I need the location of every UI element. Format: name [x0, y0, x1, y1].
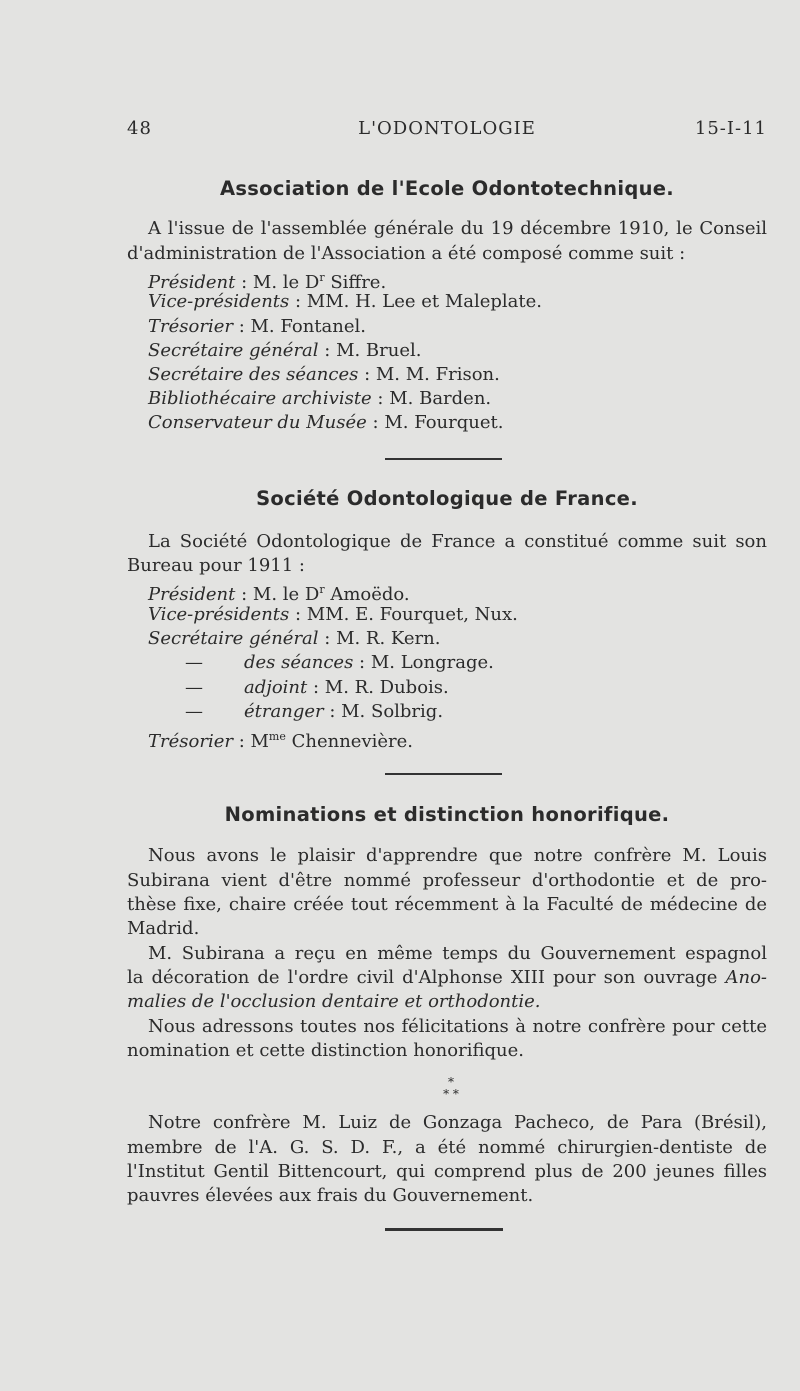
ditto-dash: —	[185, 701, 203, 722]
member-name: MM. H. Lee et Maleplate.	[306, 291, 543, 312]
member-line	[148, 726, 413, 753]
role-label: Président	[148, 272, 236, 293]
journal-title: L'ODONTOLOGIE	[358, 118, 536, 139]
end-divider	[385, 1228, 503, 1231]
section-divider	[385, 458, 502, 460]
member-line	[185, 677, 203, 699]
paragraph-line: l'Institut Gentil Bittencourt, qui comprend plus de 200 jeunes filles	[127, 1161, 767, 1182]
paragraph-line: Nous avons le plaisir d'apprendre que notre confrère M. Louis	[148, 845, 767, 866]
member-name: M. le D	[252, 272, 320, 293]
role-label: Secrétaire des séances	[148, 364, 359, 385]
member-line	[148, 579, 410, 606]
member-name: M. Bruel.	[336, 340, 422, 361]
role-label: Vice-présidents	[148, 291, 290, 312]
paragraph-line: A l'issue de l'assemblée générale du 19 décembre 1910, le Conseil	[148, 218, 767, 239]
member-name: Siffre.	[324, 272, 387, 293]
paragraph-line: La Société Odontologique de France a constitué comme suit son	[148, 531, 767, 552]
member-line	[185, 701, 203, 723]
paragraph-line: nomination et cette distinction honorifique.	[127, 1040, 524, 1061]
member-line	[148, 604, 518, 626]
member-name: M. le D	[252, 584, 320, 605]
member-line	[244, 701, 443, 723]
member-line	[148, 388, 491, 410]
paragraph-line: M. Subirana a reçu en même temps du Gouvernement espagnol	[148, 943, 767, 964]
page-number: 48	[127, 118, 152, 139]
member-name: Chennevière.	[285, 731, 414, 752]
member-line	[148, 628, 440, 650]
role-label: Trésorier	[148, 316, 233, 337]
member-name: MM. E. Fourquet, Nux.	[306, 604, 518, 625]
separator: :	[353, 652, 371, 673]
separator: :	[318, 340, 337, 361]
member-name: M. R. Dubois.	[324, 677, 449, 698]
role-label: Bibliothécaire archiviste	[148, 388, 372, 409]
separator: :	[318, 628, 337, 649]
superscript: r	[319, 583, 325, 596]
separator: :	[235, 272, 253, 293]
separator: :	[232, 316, 251, 337]
paragraph-line: d'administration de l'Association a été composé comme suit :	[127, 243, 686, 264]
member-line	[244, 677, 449, 699]
separator: :	[289, 291, 307, 312]
role-label: Vice-présidents	[148, 604, 290, 625]
ditto-dash: —	[185, 677, 203, 698]
section-title: Nominations et distinction honorifique.	[224, 803, 670, 826]
member-name: M. Longrage.	[370, 652, 494, 673]
paragraph-line: Madrid.	[127, 918, 200, 939]
running-header	[127, 118, 767, 144]
role-label: des séances	[244, 652, 354, 673]
member-line	[244, 652, 494, 674]
member-name: M. Fourquet.	[384, 412, 504, 433]
role-label: Trésorier	[148, 731, 233, 752]
ditto-dash: —	[185, 652, 203, 673]
paragraph-line: Nous adressons toutes nos félicitations à notre confrère pour cette	[148, 1016, 767, 1037]
member-line	[148, 364, 500, 386]
section-title: Association de l'Ecole Odontotechnique.	[219, 177, 675, 200]
role-label: adjoint	[244, 677, 308, 698]
paragraph-line: Notre confrère M. Luiz de Gonzaga Pacheco, de Para (Brésil),	[148, 1112, 767, 1133]
paragraph-line: thèse fixe, chaire créée tout récemment à la Faculté de médecine de	[127, 894, 767, 915]
asterism-bottom: * *	[443, 1087, 459, 1101]
separator: :	[358, 364, 376, 385]
paragraph-line: Bureau pour 1911 :	[127, 555, 305, 576]
role-label: étranger	[244, 701, 324, 722]
separator: :	[289, 604, 307, 625]
section-divider	[385, 773, 502, 775]
member-name: M. M. Frison.	[375, 364, 500, 385]
member-line	[185, 652, 203, 674]
superscript: r	[319, 271, 325, 284]
separator: :	[371, 388, 390, 409]
member-name: M	[250, 731, 269, 752]
section-title: Société Odontologique de France.	[256, 487, 638, 510]
book-title: malies de l'occlusion dentaire et orthodontie.	[127, 991, 541, 1012]
paragraph-line	[127, 967, 767, 989]
separator: :	[232, 731, 251, 752]
role-label: Secrétaire général	[148, 628, 319, 649]
asterism-top: *	[448, 1075, 454, 1089]
line-text: la décoration de l'ordre civil d'Alphonse XIII pour son ouvrage	[127, 967, 726, 988]
paragraph-line: pauvres élevées aux frais du Gouvernement.	[127, 1185, 534, 1206]
member-line	[148, 291, 542, 313]
paragraph-line: membre de l'A. G. S. D. F., a été nommé chirurgien-dentiste de	[127, 1137, 767, 1158]
superscript: me	[268, 730, 286, 743]
member-line	[148, 316, 366, 338]
role-label: Secrétaire général	[148, 340, 319, 361]
member-name: M. Solbrig.	[341, 701, 444, 722]
member-name: M. Barden.	[389, 388, 492, 409]
role-label: Président	[148, 584, 236, 605]
member-line	[148, 412, 503, 434]
member-name: M. R. Kern.	[336, 628, 441, 649]
issue-date: 15-I-11	[694, 118, 767, 139]
member-line	[148, 340, 422, 362]
member-name: M. Fontanel.	[250, 316, 366, 337]
paragraph-line: Subirana vient d'être nommé professeur d'orthodontie et de pro-	[127, 870, 767, 891]
member-name: Amoëdo.	[324, 584, 410, 605]
separator: :	[323, 701, 342, 722]
separator: :	[366, 412, 385, 433]
member-line	[148, 267, 386, 294]
role-label: Conservateur du Musée	[148, 412, 367, 433]
separator: :	[235, 584, 253, 605]
separator: :	[307, 677, 325, 698]
book-title: Ano-	[725, 967, 767, 988]
